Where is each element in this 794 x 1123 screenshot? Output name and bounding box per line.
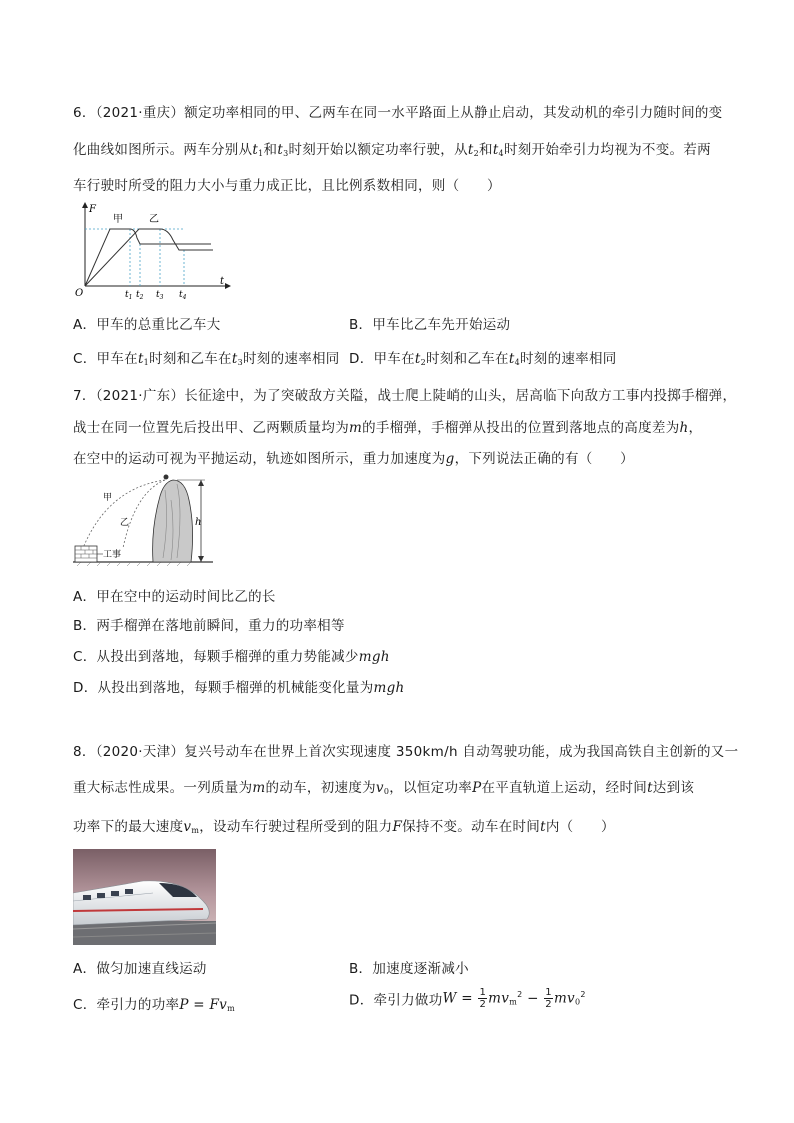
q7-stem-line3: 在空中的运动可视为平抛运动，轨迹如图所示，重力加速度为g，下列说法正确的有（ ）: [73, 451, 634, 467]
q7-option-b[interactable]: B．两手榴弹在落地前瞬间，重力的功率相等: [73, 618, 345, 634]
soldier: [164, 475, 169, 480]
graph-label-yi: 乙: [149, 214, 159, 225]
graph-tick-t2: $t_2$: [136, 290, 144, 300]
fraction-half-2: $\frac{1}{2}$: [545, 987, 552, 1010]
q7-grenade-figure: [73, 470, 223, 570]
graph-tick-t1: $t_1$: [125, 290, 133, 300]
q7-stem-line1: 7．（2021·广东）长征途中，为了突破敌方关隘，战士爬上陡峭的山头，居高临下向敌方工事内投掷手榴弹，: [73, 388, 737, 404]
graph-origin: O: [75, 288, 84, 299]
q6-force-time-graph: [73, 198, 233, 300]
graph-tick-t4: $t_4$: [179, 290, 187, 300]
q6-option-c[interactable]: C．甲车在$t_1$时刻和乙车在$t_3$时刻的速率相同: [73, 351, 340, 367]
q7-option-c[interactable]: C．从投出到落地，每颗手榴弹的重力势能减少mgh: [73, 649, 390, 665]
q8-stem-line1: 8．（2020·天津）复兴号动车在世界上首次实现速度 350km/h 自动驾驶功能，成为我国高铁自主创新的又一: [73, 744, 739, 760]
q6-option-a[interactable]: A．甲车的总重比乙车大: [73, 317, 221, 333]
curve-jia: [85, 229, 211, 286]
graph-axis-F: F: [89, 204, 96, 215]
label-gongshi: 工事: [103, 550, 122, 560]
q6-stem-line1: 6．（2021·重庆）额定功率相同的甲、乙两车在同一水平路面上从静止启动，其发动机的牵引力随时间的变: [73, 105, 723, 121]
q8-stem-line3: 功率下的最大速度$v_m$，设动车行驶过程所受到的阻力F保持不变。动车在时间t内（ ）: [73, 819, 615, 835]
graph-label-jia: 甲: [113, 214, 123, 225]
q8-option-a[interactable]: A．做匀加速直线运动: [73, 961, 207, 977]
graph-axis-t: t: [220, 276, 225, 287]
q6-option-d[interactable]: D．甲车在$t_2$时刻和乙车在$t_4$时刻的速率相同: [349, 351, 617, 367]
label-h: h: [195, 517, 202, 528]
label-jia: 甲: [103, 493, 113, 503]
q7-option-a[interactable]: A．甲在空中的运动时间比乙的长: [73, 589, 276, 605]
q8-option-c[interactable]: C．牵引力的功率$P = Fv_m$: [73, 997, 235, 1013]
label-yi: 乙: [120, 518, 130, 528]
q7-stem-line2: 战士在同一位置先后投出甲、乙两颗质量均为m的手榴弹，手榴弹从投出的位置到落地点的高度差为h，: [73, 420, 703, 436]
q8-stem-line2: 重大标志性成果。一列质量为m的动车，初速度为$v_0$，以恒定功率P在平直轨道上运动，经时间t达到该: [73, 780, 695, 796]
graph-tick-t3: $t_3$: [156, 290, 164, 300]
q6-stem-line3: 车行驶时所受的阻力大小与重力成正比，且比例系数相同，则（ ）: [73, 178, 501, 194]
fraction-half-1: $\frac{1}{2}$: [479, 987, 487, 1010]
q8-option-d[interactable]: D．牵引力做功W = $\frac{1}{2}$ $mv_m^2$ − $\frac{1}{2}$ $mv_0^2$: [349, 987, 586, 1010]
q7-option-d[interactable]: D．从投出到落地，每颗手榴弹的机械能变化量为mgh: [73, 680, 405, 696]
q8-train-photo: [73, 849, 216, 945]
q6-stem-line2: 化曲线如图所示。两车分别从$t_1$和$t_3$时刻开始以额定功率行驶，从$t_2$和$t_4$时刻开始牵引力均视为不变。若两: [73, 142, 711, 158]
q6-option-b[interactable]: B．甲车比乙车先开始运动: [349, 317, 511, 333]
q8-option-b[interactable]: B．加速度逐渐减小: [349, 961, 469, 977]
curve-yi: [85, 229, 213, 286]
